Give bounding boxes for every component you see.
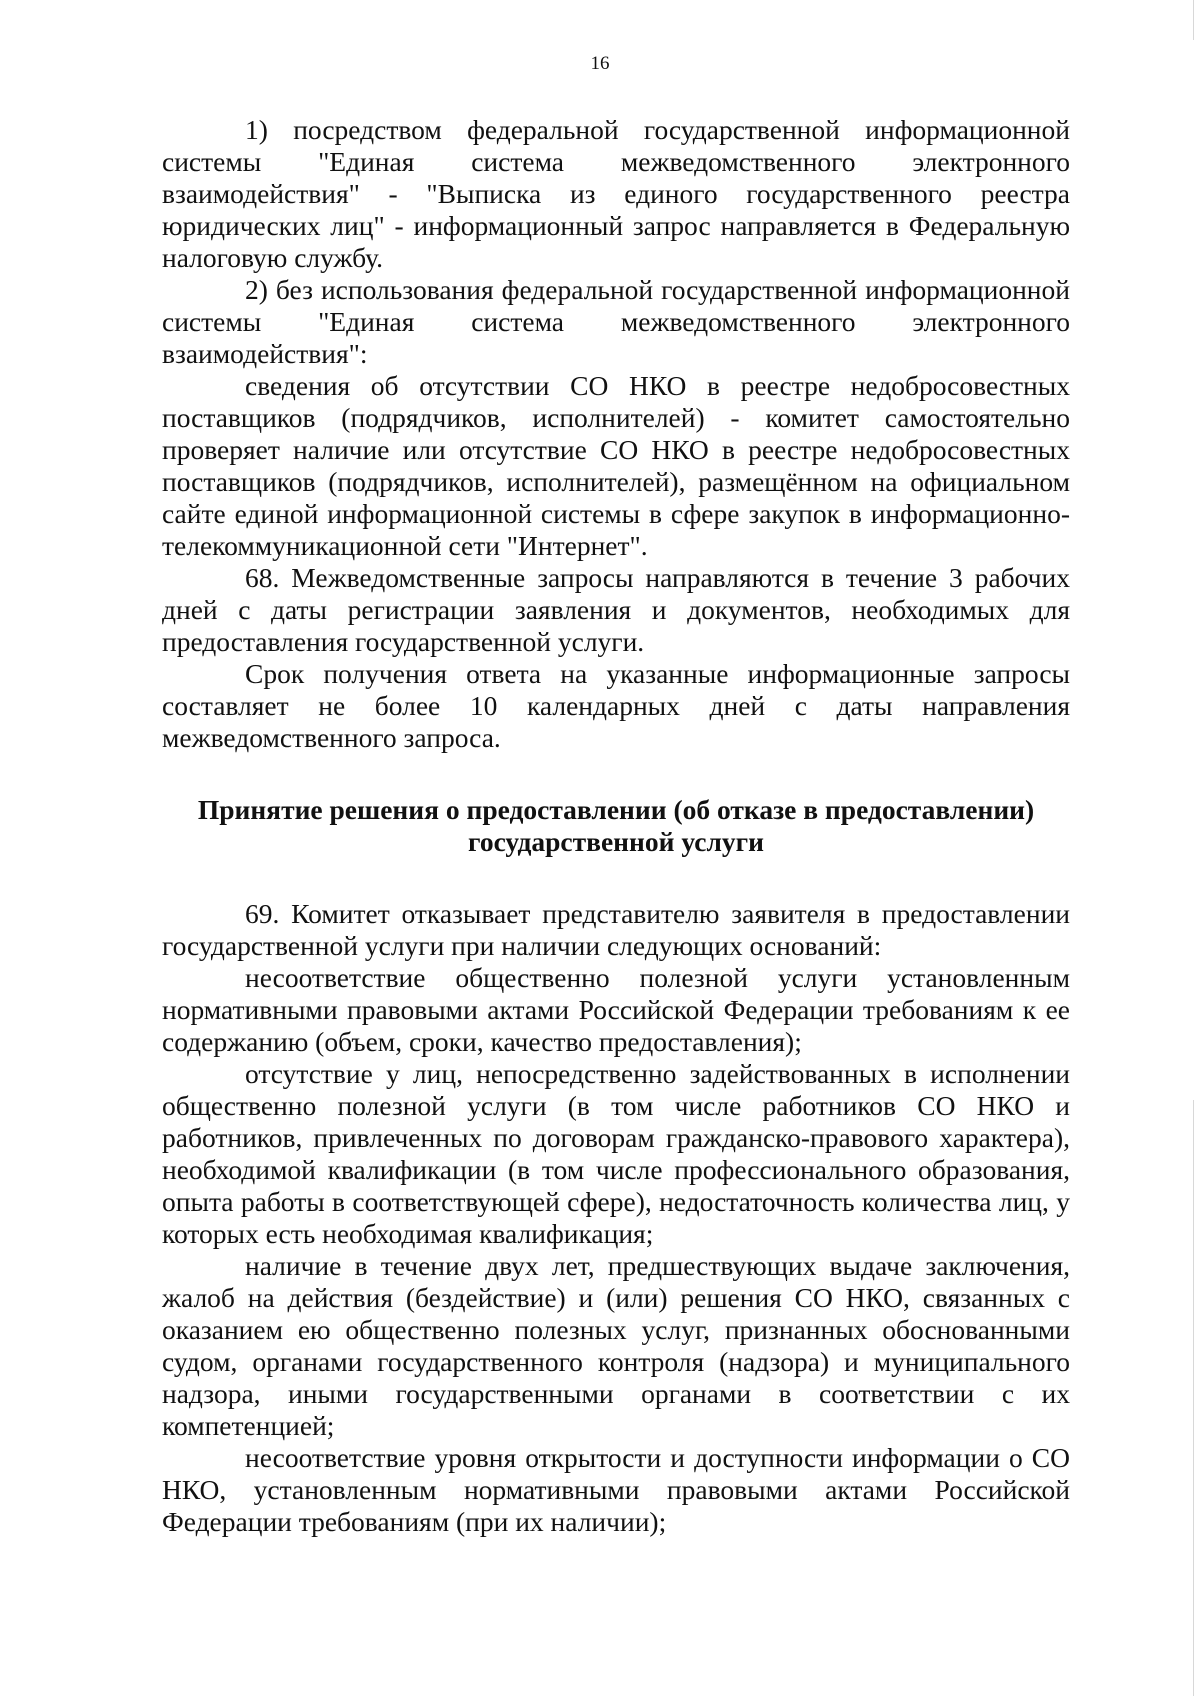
document-body — [162, 114, 1070, 1538]
scan-edge-mark-top — [1193, 0, 1194, 40]
paragraph-response-term: Срок получения ответа на указанные информационные запросы составляет не более 10 календарных дней с даты направления межведомственного запроса. — [162, 658, 1070, 753]
paragraph-69: 69. Комитет отказывает представителю заявителя в предоставлении государственной услуги при наличии следующих оснований: — [162, 898, 1070, 961]
paragraph-item-1: 1) посредством федеральной государственной информационной системы "Единая система межведомственного электронного взаимодействия" - "Выписка из единого государственного реестра юридических лиц" - информационный запрос направляется в Федеральную налоговую службу. — [162, 114, 1070, 273]
page-number: 16 — [590, 53, 610, 74]
paragraph-68: 68. Межведомственные запросы направляются в течение 3 рабочих дней с даты регистрации заявления и документов, необходимых для предоставления государственной услуги. — [162, 562, 1070, 657]
section-heading-line-1: Принятие решения о предоставлении (об отказе в предоставлении) — [197, 794, 1035, 825]
scan-edge-mark-bottom — [1193, 1100, 1194, 1696]
section-heading-line-2: государственной услуги — [468, 826, 764, 857]
refusal-ground-2: отсутствие у лиц, непосредственно задействованных в исполнении общественно полезной услуги (в том числе работников СО НКО и работников, привлеченных по договорам гражданско-правового характера), необходимой квалификации (в том числе профессионального образования, опыта работы в соответствующей сфере), недостаточность количества лиц, у которых есть необходимая квалификация; — [162, 1058, 1070, 1249]
refusal-ground-4: несоответствие уровня открытости и доступности информации о СО НКО, установленным нормативными правовыми актами Российской Федерации требованиям (при их наличии); — [162, 1442, 1070, 1537]
paragraph-item-2: 2) без использования федеральной государственной информационной системы "Единая система межведомственного электронного взаимодействия": — [162, 274, 1070, 369]
section-heading — [162, 794, 1070, 858]
refusal-ground-1: несоответствие общественно полезной услуги установленным нормативными правовыми актами Российской Федерации требованиям к ее содержанию (объем, сроки, качество предоставления); — [162, 962, 1070, 1057]
paragraph-registry-info: сведения об отсутствии СО НКО в реестре недобросовестных поставщиков (подрядчиков, исполнителей) - комитет самостоятельно проверяет наличие или отсутствие СО НКО в реестре недобросовестных поставщиков (подрядчиков, исполнителей), размещённом на официальном сайте единой информационной системы в сфере закупок в информационно-телекоммуникационной сети "Интернет". — [162, 370, 1070, 561]
refusal-ground-3: наличие в течение двух лет, предшествующих выдаче заключения, жалоб на действия (бездействие) и (или) решения СО НКО, связанных с оказанием ею общественно полезных услуг, признанных обоснованными судом, органами государственного контроля (надзора) и муниципального надзора, иными государственными органами в соответствии с их компетенцией; — [162, 1250, 1070, 1441]
